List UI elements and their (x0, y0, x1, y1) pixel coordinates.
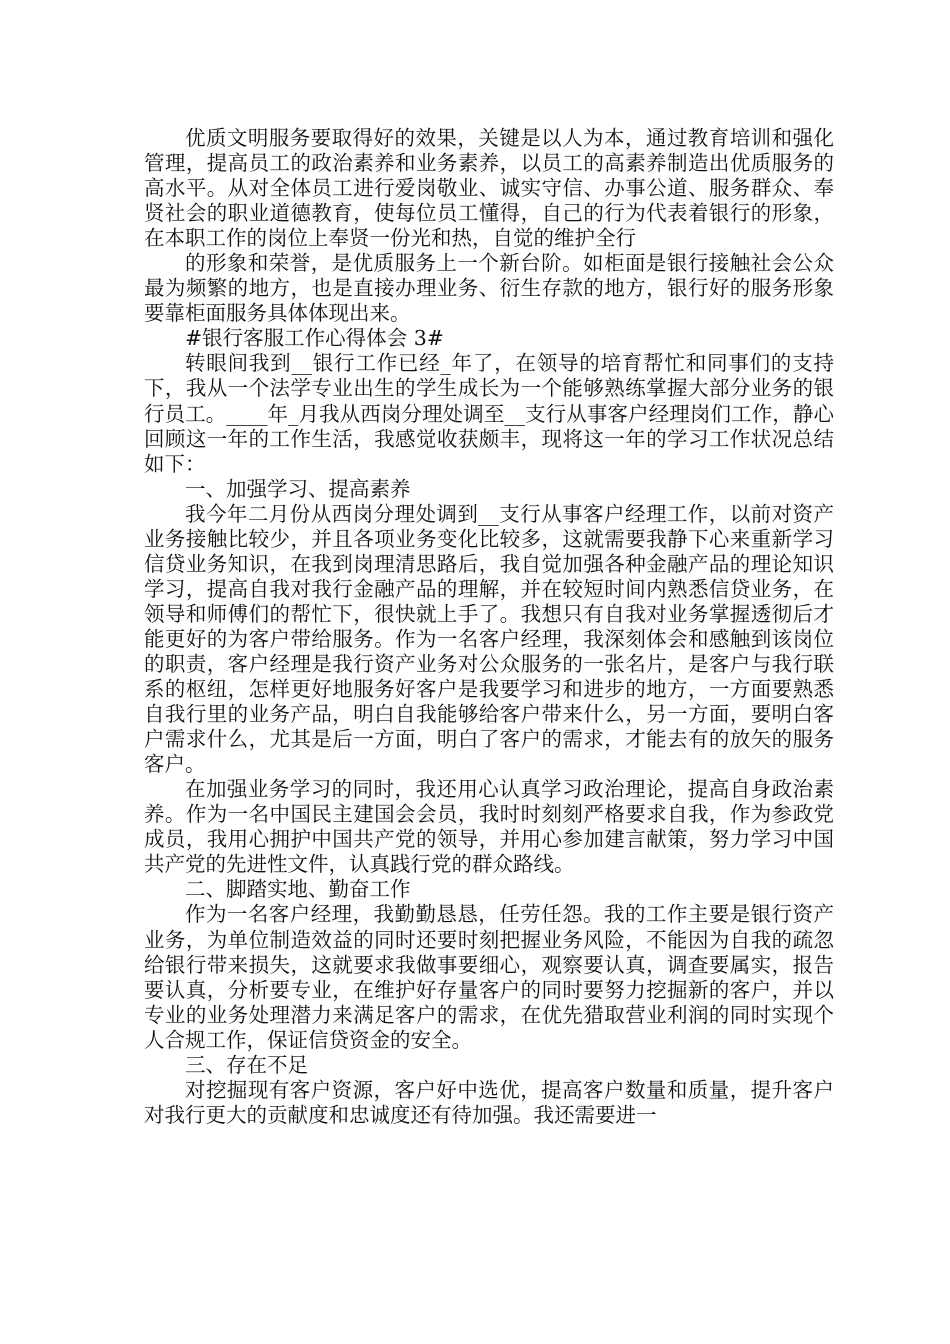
document-body (144, 126, 834, 1128)
paragraph-political-study: 在加强业务学习的同时，我还用心认真学习政治理论，提高自身政治素养。作为一名中国民主建国会会员，我时时刻刻严格要求自我，作为参政党成员，我用心拥护中国共产党的领导，并用心参加建言献策，努力学习中国共产党的先进性文件，认真践行党的群众路线。 (144, 777, 834, 877)
section-heading-study: 一、加强学习、提高素养 (185, 476, 411, 501)
paragraph-diligent-work: 作为一名客户经理，我勤勤恳恳，任劳任怨。我的工作主要是银行资产业务，为单位制造效益的同时还要时刻把握业务风险，不能因为自我的疏忽给银行带来损失，这就要求我做事要细心，观察要认真，调查要属实，报告要认真，分析要专业，在维护好存量客户的同时要努力挖掘新的客户，并以专业的业务处理潜力来满足客户的需求，在优先猎取营业利润的同时实现个人合规工作，保证信贷资金的安全。 (144, 902, 834, 1052)
paragraph-year-review: 转眼间我到__银行工作已经_年了，在领导的培育帮忙和同事们的支持下，我从一个法学专业出生的学生成长为一个能够熟练掌握大部分业务的银行员工。____年_月我从西岗分理处调至__支行从事客户经理岗们工作，静心回顾这一年的工作生活，我感觉收获颇丰，现将这一年的学习工作状况总结如下： (144, 351, 834, 476)
paragraph-counter-service: 的形象和荣誉，是优质服务上一个新台阶。如柜面是银行接触社会公众最为频繁的地方，也是直接办理业务、衍生存款的地方，银行好的服务形象要靠柜面服务具体体现出来。 (144, 251, 834, 326)
section-heading-experience-3: #银行客服工作心得体会 3# (185, 326, 444, 351)
paragraph-shortcomings: 对挖掘现有客户资源，客户好中选优，提高客户数量和质量，提升客户对我行更大的贡献度和忠诚度还有待加强。我还需要进一 (144, 1077, 834, 1127)
section-heading-work: 二、脚踏实地、勤奋工作 (185, 877, 411, 902)
paragraph-account-manager: 我今年二月份从西岗分理处调到__支行从事客户经理工作，以前对资产业务接触比较少，并且各项业务变化比较多，这就需要我静下心来重新学习信贷业务知识，在我到岗理清思路后，我自觉加强各种金融产品的理论知识学习，提高自我对我行金融产品的理解，并在较短时间内熟悉信贷业务，在领导和师傅们的帮忙下，很快就上手了。我想只有自我对业务掌握透彻后才能更好的为客户带给服务。作为一名客户经理，我深刻体会和感触到该岗位的职责，客户经理是我行资产业务对公众服务的一张名片，是客户与我行联系的枢纽，怎样更好地服务好客户是我要学习和进步的地方，一方面要熟悉自我行里的业务产品，明白自我能够给客户带来什么，另一方面，要明白客户需求什么，尤其是后一方面，明白了客户的需求，才能去有的放矢的服务客户。 (144, 501, 834, 777)
section-heading-shortcomings: 三、存在不足 (185, 1052, 308, 1077)
paragraph-service-quality: 优质文明服务要取得好的效果，关键是以人为本，通过教育培训和强化管理，提高员工的政治素养和业务素养，以员工的高素养制造出优质服务的高水平。从对全体员工进行爱岗敬业、诚实守信、办事公道、服务群众、奉贤社会的职业道德教育，使每位员工懂得，自己的行为代表着银行的形象，在本职工作的岗位上奉贤一份光和热，自觉的维护全行 (144, 126, 834, 251)
